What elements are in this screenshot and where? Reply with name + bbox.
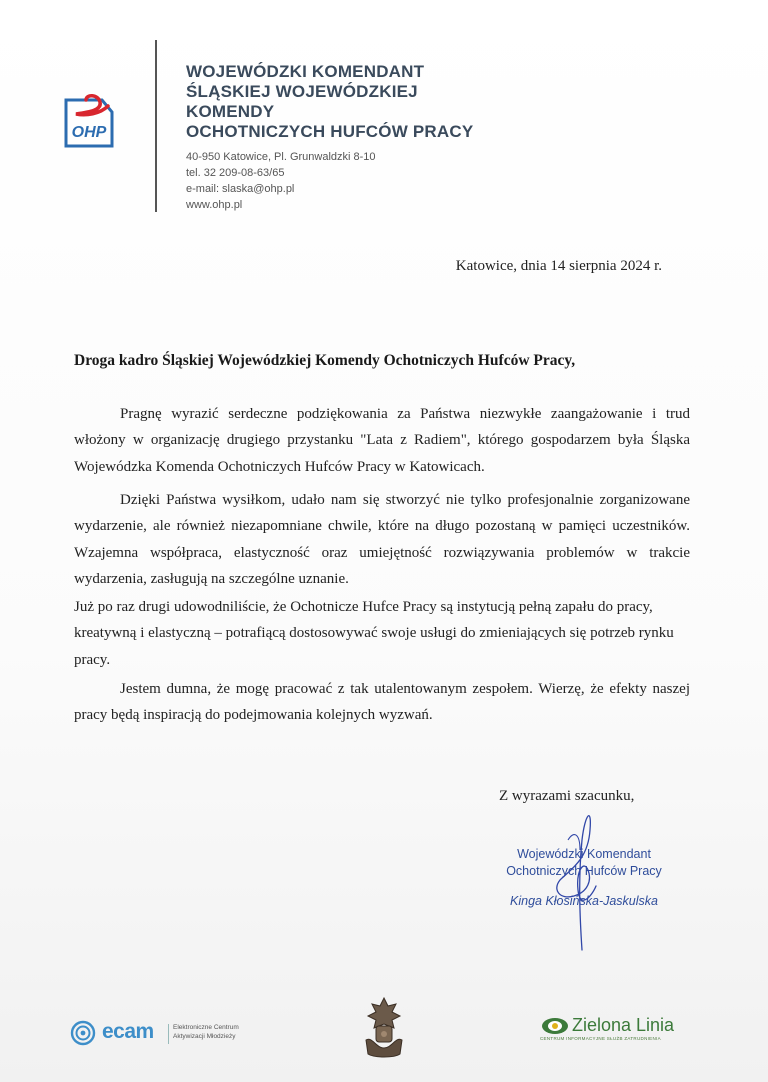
- institution-line: WOJEWÓDZKI KOMENDANT: [186, 62, 425, 81]
- institution-name: [186, 62, 526, 142]
- closing: Z wyrazami szacunku,: [499, 788, 635, 804]
- signature-icon: [530, 800, 630, 960]
- header-divider: [155, 40, 157, 212]
- ecam-sub-line: Aktywizacji Młodzieży: [173, 1033, 236, 1040]
- stamp-line-2: Ochotniczych Hufców Pracy: [506, 863, 662, 878]
- ohp-emblem-icon: [362, 996, 406, 1060]
- zielona-linia-subtitle: CENTRUM INFORMACYJNE SŁUŻB ZATRUDNIENIA: [540, 1036, 661, 1041]
- institution-line: KOMENDY: [186, 102, 275, 121]
- ecam-logo: [70, 1018, 260, 1048]
- address: 40-950 Katowice, Pl. Grunwaldzki 8-10: [186, 151, 376, 163]
- svg-text:OHP: OHP: [71, 124, 107, 141]
- greeting: Droga kadro Śląskiej Wojewódzkiej Komendy Ochotniczych Hufców Pracy,: [74, 352, 576, 369]
- ecam-subtitle: [173, 1023, 239, 1041]
- phone: tel. 32 209-08-63/65: [186, 167, 285, 179]
- paragraph-3: Już po raz drugi udowodniliście, że Ochotnicze Hufce Pracy są instytucją pełną zapału do pracy, kreatywną i elastyczną – potrafiącą dostosowywać swoje usługi do zmieniających się potrzeb rynku pracy.: [74, 599, 674, 668]
- stamp-line-1: Wojewódzki Komendant: [517, 847, 651, 861]
- stamp-name: Kinga Kłosińska-Jaskulska: [510, 894, 658, 908]
- contact-info: [186, 149, 376, 213]
- institution-line: OCHOTNICZYCH HUFCÓW PRACY: [186, 122, 474, 141]
- ecam-sub-line: Elektroniczne Centrum: [173, 1024, 239, 1031]
- email: e-mail: slaska@ohp.pl: [186, 183, 295, 195]
- ecam-divider: [168, 1024, 169, 1044]
- letter-date: Katowice, dnia 14 sierpnia 2024 r.: [455, 258, 662, 274]
- institution-line: ŚLĄSKIEJ WOJEWÓDZKIEJ: [186, 82, 418, 101]
- paragraph-1: Pragnę wyrazić serdeczne podziękowania za Państwa niezwykłe zaangażowanie i trud włożony w organizację drugiego przystanku "Lata z Radiem", którego gospodarzem była Śląska Wojewódzka Komenda Ochotniczych Hufców Pracy w Katowicach.: [74, 406, 690, 475]
- website: www.ohp.pl: [186, 199, 243, 211]
- zielona-linia-leaf-icon: [540, 1016, 570, 1036]
- ecam-word: ecam: [102, 1020, 154, 1043]
- paragraph-4: Jestem dumna, że mogę pracować z tak utalentowanym zespołem. Wierzę, że efekty naszej pracy będą inspiracją do podejmowania kolejnych wyzwań.: [74, 681, 690, 724]
- ohp-logo-icon: [56, 92, 122, 152]
- zielona-linia-word: Zielona Linia: [572, 1015, 675, 1035]
- ecam-swirl-icon: [70, 1020, 98, 1046]
- paragraph-2: Dzięki Państwa wysiłkom, udało nam się stworzyć nie tylko profesjonalnie zorganizowane wydarzenie, ale również niezapomniane chwile, które na długo pozostaną w pamięci uczestników. Wzajemna współpraca, elastyczność oraz umiejętność rozwiązywania problemów w trakcie wydarzenia, zasługują na szczególne uznanie.: [74, 492, 690, 587]
- zielona-linia-logo: [540, 1014, 680, 1044]
